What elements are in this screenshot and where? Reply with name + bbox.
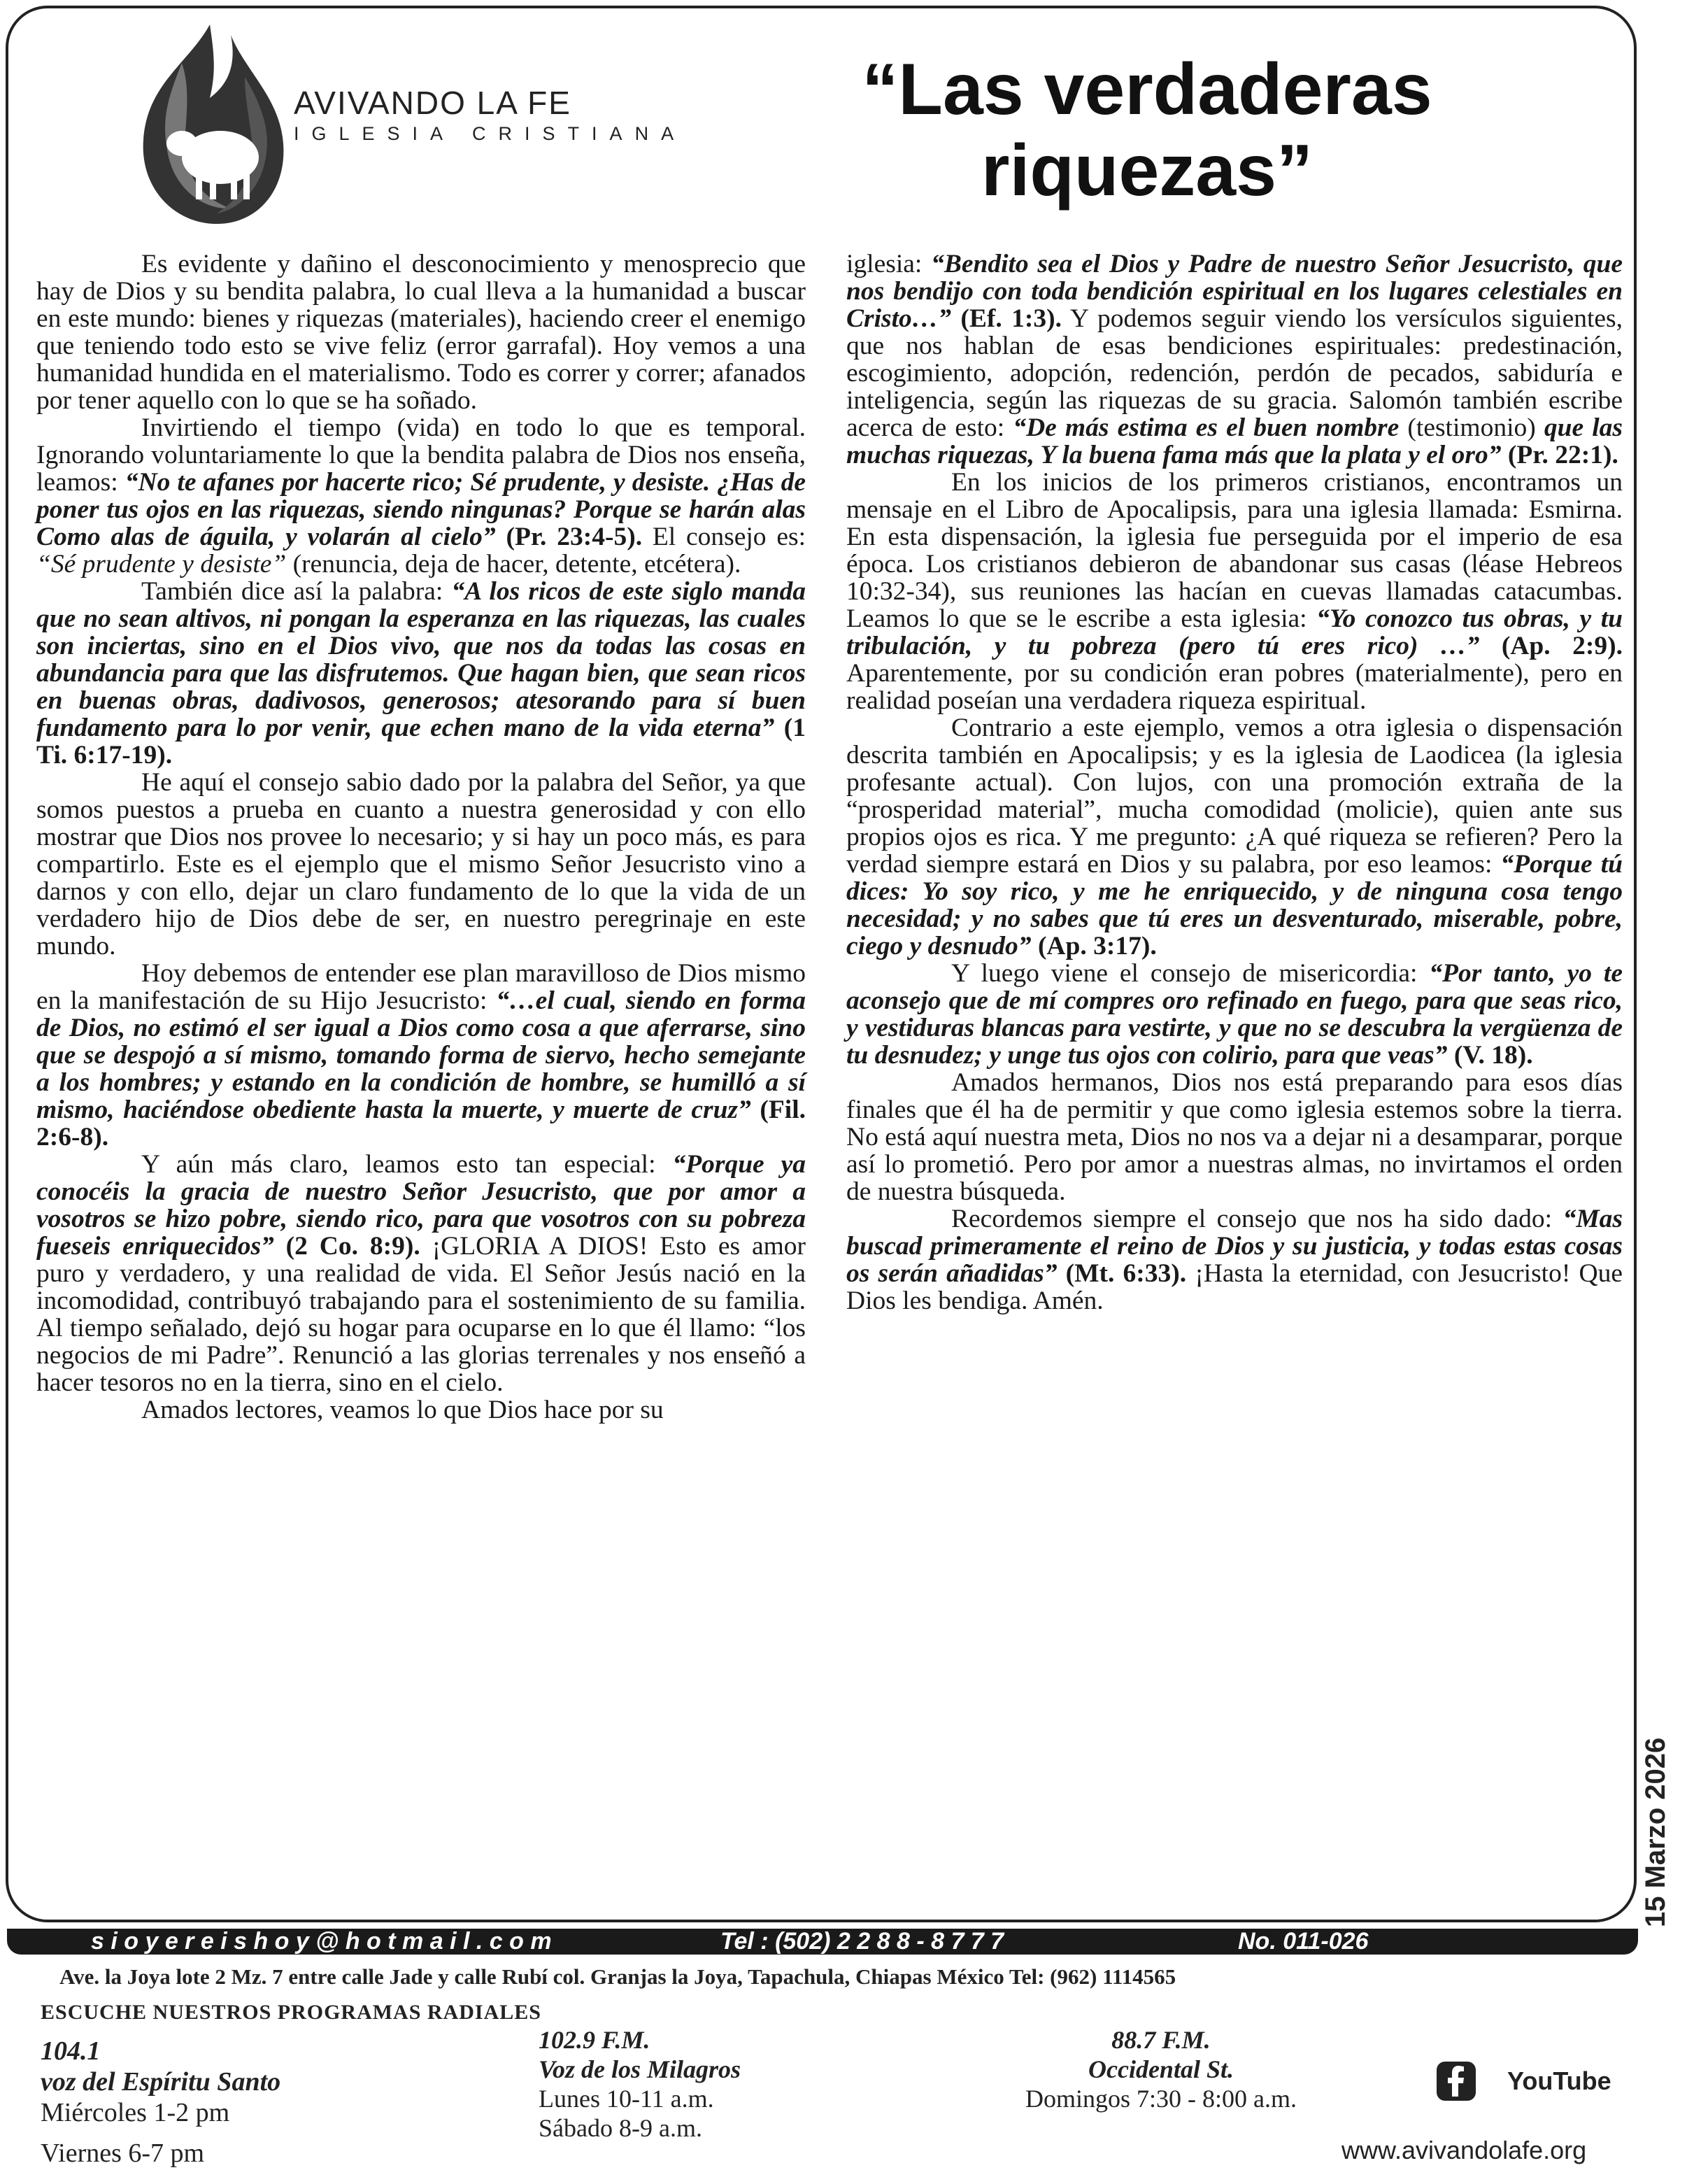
brand-subtitle: IGLESIA CRISTIANA	[294, 123, 687, 144]
paragraph: Contrario a este ejemplo, vemos a otra iglesia o dispensación descrita también en Apocalipsis; y es la iglesia de Laodicea (la iglesia profesante actual). Con lujos, con una promoción extraña de la “prosperidad material”, mucha comodidad (molicie), quien ante sus propios ojos es rica. Y me pregunto: ¿A qué riqueza se refieren? Pero la verdad siempre estará en Dios y su palabra, por eso leamos: “Porque tú dices: Yo soy rico, y me he enriquecido, y de ninguna cosa tengo necesidad; y no sabes que tú eres un desventurado, miserable, pobre, ciego y desnudo” (Ap. 3:17).	[846, 714, 1623, 960]
article-column-left	[36, 250, 806, 1424]
title-line-1: “Las verdaderas	[862, 49, 1432, 130]
brand	[294, 84, 686, 145]
issue-number: No. 011-026	[1238, 1928, 1369, 1955]
paragraph: Invirtiendo el tiempo (vida) en todo lo que es temporal. Ignorando voluntariamente lo que la bendita palabra de Dios nos enseña, leamos: “No te afanes por hacerte rico; Sé prudente, y desiste. ¿Has de poner tus ojos en las riquezas, siendo ningunas? Porque se harán alas Como alas de águila, y volarán al cielo” (Pr. 23:4-5). El consejo es: “Sé prudente y desiste” (renuncia, deja de hacer, detente, etcétera).	[36, 413, 806, 579]
station-schedule: Viernes 6-7 pm	[41, 2139, 205, 2168]
paragraph: Y luego viene el consejo de misericordia: “Por tanto, yo te aconsejo que de mí compres oro refinado en fuego, para que seas rico, y vestiduras blancas para vestirte, y que no se descubra la vergüenza de tu desnudez; y unge tus ojos con colirio, para que veas” (V. 18).	[846, 959, 1623, 1070]
phone: Tel : (502) 2 2 8 8 - 8 7 7 7	[720, 1928, 1004, 1955]
radio-station	[41, 2036, 280, 2169]
email-link[interactable]: s i o y e r e i s h o y @ h o t m a i l . c o m	[91, 1928, 552, 1955]
radio-station	[539, 2025, 741, 2143]
station-frequency: 88.7 F.M.	[1111, 2026, 1211, 2054]
paragraph: En los inicios de los primeros cristianos, encontramos un mensaje en el Libro de Apocalipsis, para una iglesia llamada: Esmirna. En esta dispensación, la iglesia fue perseguida por el imperio de esa época. Los cristianos debieron de abandonar sus casas (léase Hebreos 10:32-34), sus reuniones las hacían en cuevas llamadas catacumbas. Leamos lo que se le escribe a esta iglesia: “Yo conozco tus obras, y tu tribulación, y tu pobreza (pero tú eres rico) …” (Ap. 2:9). Aparentemente, por su condición eran pobres (materialmente), pero en realidad poseían una verdadera riqueza espiritual.	[846, 468, 1623, 715]
station-frequency: 104.1	[41, 2036, 101, 2066]
paragraph: Amados hermanos, Dios nos está preparando para esos días finales que él ha de permitir y que como iglesia estemos sobre la tierra. No está aquí nuestra meta, Dios no nos va a dejar ni a desamparar, porque así lo prometió. Pero por amor a nuestras almas, no invirtamos el orden de nuestra búsqueda.	[846, 1068, 1623, 1206]
website-link[interactable]: www.avivandolafe.org	[1341, 2136, 1587, 2164]
facebook-icon[interactable]	[1435, 2060, 1477, 2102]
station-schedule: Sábado 8-9 a.m.	[539, 2114, 702, 2142]
radio-heading: ESCUCHE NUESTROS PROGRAMAS RADIALES	[41, 2001, 541, 2024]
paragraph: He aquí el consejo sabio dado por la palabra del Señor, ya que somos puestos a prueba en cuanto a nuestra generosidad y con ello mostrar que Dios nos provee lo necesario; y si hay un poco más, es para compartirlo. Este es el ejemplo que el mismo Señor Jesucristo vino a darnos y con ello, dejar un claro fundamento de lo que la vida de un verdadero hijo de Dios debe de ser, en nuestro peregrinaje en este mundo.	[36, 768, 806, 960]
station-name: Voz de los Milagros	[539, 2055, 741, 2083]
flame-sheep-logo-icon	[105, 21, 315, 231]
issue-date: 15 Marzo 2026	[1640, 1737, 1671, 1927]
station-frequency: 102.9 F.M.	[539, 2026, 650, 2054]
title-line-2: riquezas”	[981, 130, 1313, 211]
station-name: Occidental St.	[1088, 2055, 1234, 2083]
paragraph: Hoy debemos de entender ese plan maravilloso de Dios mismo en la manifestación de su Hijo Jesucristo: “…el cual, siendo en forma de Dios, no estimó el ser igual a Dios como cosa a que aferrarse, sino que se despojó a sí mismo, tomando forma de siervo, hecho semejante a los hombres; y estando en la condición de hombre, se humilló a sí mismo, haciéndose obediente hasta la muerte, y muerte de cruz” (Fil. 2:6-8).	[36, 959, 806, 1151]
contact-bar	[7, 1929, 1638, 1955]
paragraph: Y aún más claro, leamos esto tan especial: “Porque ya conocéis la gracia de nuestro Señor Jesucristo, que por amor a vosotros se hizo pobre, siendo rico, para que vosotros con su pobreza fueseis enriquecidos” (2 Co. 8:9). ¡GLORIA A DIOS! Esto es amor puro y verdadero, y una realidad de vida. El Señor Jesús nació en la incomodidad, contribuyó trabajando para el sostenimiento de su familia. Al tiempo señalado, dejó su hogar para ocuparse en lo que él llamo: “los negocios de mi Padre”. Renunció a las glorias terrenales y nos enseñó a hacer tesoros no en la tierra, sino en el cielo.	[36, 1150, 806, 1397]
station-schedule: Domingos 7:30 - 8:00 a.m.	[1025, 2085, 1297, 2113]
station-name: voz del Espíritu Santo	[41, 2067, 281, 2097]
brand-name: AVIVANDO LA FE	[294, 85, 571, 121]
station-schedule: Miércoles 1-2 pm	[41, 2098, 230, 2127]
station-schedule: Lunes 10-11 a.m.	[539, 2085, 714, 2113]
address: Ave. la Joya lote 2 Mz. 7 entre calle Jade y calle Rubí col. Granjas la Joya, Tapachula, Chiapas México Tel: (962) 1114565	[59, 1964, 1176, 1989]
radio-station	[1007, 2025, 1315, 2113]
paragraph: Amados lectores, veamos lo que Dios hace por su	[141, 1396, 664, 1424]
paragraph: También dice así la palabra: “A los ricos de este siglo manda que no sean altivos, ni pongan la esperanza en las riquezas, las cuales son inciertas, sino en el Dios vivo, que nos da todas las cosas en abundancia para que las disfrutemos. Que hagan bien, que sean ricos en buenas obras, dadivosos, generosos; atesorando para sí buen fundamento para lo por venir, que echen mano de la vida eterna” (1 Ti. 6:17-19).	[36, 577, 806, 770]
paragraph: Recordemos siempre el consejo que nos ha sido dado: “Mas buscad primeramente el reino de Dios y su justicia, y todas estas cosas os serán añadidas” (Mt. 6:33). ¡Hasta la eternidad, con Jesucristo! Que Dios les bendiga. Amén.	[846, 1205, 1623, 1315]
article-title	[811, 49, 1483, 211]
article-column-right	[846, 250, 1623, 1314]
paragraph: Es evidente y dañino el desconocimiento y menosprecio que hay de Dios y su bendita palabra, lo cual lleva a la humanidad a buscar en este mundo: bienes y riquezas (materiales), haciendo creer el enemigo que teniendo todo esto se vive feliz (error garrafal). Hoy vemos a una humanidad hundida en el materialismo. Todo es correr y correr; afanados por tener aquello con lo que se ha soñado.	[36, 250, 806, 415]
youtube-icon[interactable]: YouTube	[1507, 2066, 1611, 2095]
paragraph: iglesia: “Bendito sea el Dios y Padre de nuestro Señor Jesucristo, que nos bendijo con toda bendición espiritual en los lugares celestiales en Cristo…” (Ef. 1:3). Y podemos seguir viendo los versículos siguientes, que nos hablan de esas bendiciones espirituales: predestinación, escogimiento, adopción, redención, perdón de pecados, sabiduría e inteligencia, según las riquezas de su gracia. Salomón también escribe acerca de esto: “De más estima es el buen nombre (testimonio) que las muchas riquezas, Y la buena fama más que la plata y el oro” (Pr. 22:1).	[846, 250, 1623, 469]
